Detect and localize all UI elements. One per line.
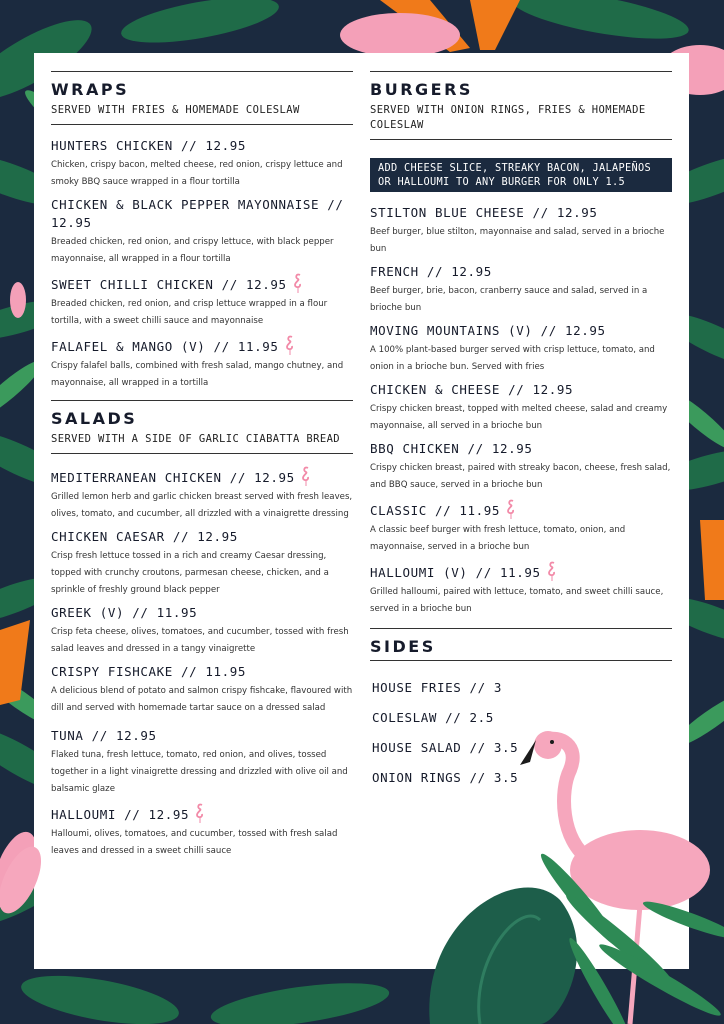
menu-item [51,335,353,392]
menu-item [51,466,353,523]
item-description: Grilled lemon herb and garlic chicken breast served with fresh leaves, olives, tomato, and cucumber, all drizzled with a vinaigrette dressing [51,492,353,519]
divider [51,124,353,125]
side-item: HOUSE SALAD // 3.5 [372,740,519,755]
flamingo-icon [545,561,559,581]
item-name: STILTON BLUE CHEESE // 12.95 [370,205,598,220]
flamingo-icon [504,499,518,519]
item-name: MOVING MOUNTAINS (V) // 12.95 [370,323,606,338]
menu-item [51,196,353,268]
item-name: HALLOUMI // 12.95 [51,807,190,822]
right-column [370,71,672,793]
left-column [51,71,353,860]
item-description: A delicious blend of potato and salmon crispy fishcake, flavoured with dill and served with homemade tartar sauce on a dressed salad [51,686,353,713]
item-name: SWEET CHILLI CHICKEN // 12.95 [51,277,287,292]
item-name-row [370,499,672,520]
item-name: MEDITERRANEAN CHICKEN // 12.95 [51,470,295,485]
menu-item [51,663,353,717]
salads-title: SALADS [51,409,138,428]
item-name: FRENCH // 12.95 [370,264,492,279]
divider [370,71,672,72]
side-item: HOUSE FRIES // 3 [372,680,503,695]
item-name: CHICKEN & BLACK PEPPER MAYONNAISE // 12.95 [51,197,344,230]
item-name-row [51,335,353,356]
item-name: CRISPY FISHCAKE // 11.95 [51,664,247,679]
item-name: GREEK (V) // 11.95 [51,605,198,620]
item-name: TUNA // 12.95 [51,728,157,743]
item-description: Breaded chicken, red onion, and crisp lettuce wrapped in a flour tortilla, with a sweet chilli sauce and mayonnaise [51,299,328,326]
item-name: FALAFEL & MANGO (V) // 11.95 [51,339,279,354]
menu-card [34,53,689,969]
sides-title: SIDES [370,637,436,656]
menu-item [370,204,672,258]
divider [51,400,353,401]
divider [51,71,353,72]
menu-item [51,273,353,330]
item-name: BBQ CHICKEN // 12.95 [370,441,533,456]
divider [370,660,672,661]
item-name-row [370,561,672,582]
menu-item [51,528,353,599]
menu-item [370,381,672,435]
menu-item [370,561,672,618]
item-name: CHICKEN CAESAR // 12.95 [51,529,238,544]
divider [370,628,672,629]
item-description: Beef burger, blue stilton, mayonnaise and salad, served in a brioche bun [370,227,665,254]
menu-item [51,803,353,860]
item-name-row [51,273,353,294]
item-description: Chicken, crispy bacon, melted cheese, red onion, crispy lettuce and smoky BBQ sauce wrapped in a flour tortilla [51,160,343,187]
salads-subtitle: SERVED WITH A SIDE OF GARLIC CIABATTA BREAD [51,433,341,445]
item-name: CHICKEN & CHEESE // 12.95 [370,382,574,397]
item-name-row [51,466,353,487]
menu-item [370,263,672,317]
menu-item [370,440,672,494]
flamingo-icon [299,466,313,486]
item-description: Crisp fresh lettuce tossed in a rich and creamy Caesar dressing, topped with crunchy croutons, parmesan cheese, chicken, and a sprinkle of freshly ground black pepper [51,551,329,595]
item-description: Flaked tuna, fresh lettuce, tomato, red onion, and olives, tossed together in a light vinaigrette dressing and drizzled with olive oil and balsamic glaze [51,750,348,794]
item-name: CLASSIC // 11.95 [370,503,501,518]
burgers-subtitle: SERVED WITH ONION RINGS, FRIES & HOMEMADE COLESLAW [370,104,646,131]
menu-item [51,604,353,658]
menu-item [51,137,353,191]
burgers-title: BURGERS [370,80,473,99]
flamingo-icon [291,273,305,293]
burger-addon-banner: ADD CHEESE SLICE, STREAKY BACON, JALAPEÑOS OR HALLOUMI TO ANY BURGER FOR ONLY 1.5 [370,158,672,192]
wraps-subtitle: SERVED WITH FRIES & HOMEMADE COLESLAW [51,104,300,116]
item-description: A 100% plant-based burger served with crisp lettuce, tomato, and onion in a brioche bun. Served with fries [370,345,655,372]
flamingo-icon [283,335,297,355]
flamingo-icon [193,803,207,823]
divider [51,453,353,454]
item-name-row [51,803,353,824]
item-description: Breaded chicken, red onion, and crispy lettuce, with black pepper mayonnaise, all wrapped in a flour tortilla [51,237,334,264]
divider [370,139,672,140]
menu-item [51,727,353,798]
item-name: HALLOUMI (V) // 11.95 [370,565,541,580]
item-description: Crispy chicken breast, paired with streaky bacon, cheese, fresh salad, and BBQ sauce, served in a brioche bun [370,463,671,490]
item-description: Crisp feta cheese, olives, tomatoes, and cucumber, tossed with fresh salad leaves and dressed in a tangy vinaigrette [51,627,349,654]
item-description: Crispy falafel balls, combined with fresh salad, mango chutney, and mayonnaise, all wrapped in a tortilla [51,361,344,388]
item-description: Grilled halloumi, paired with lettuce, tomato, and sweet chilli sauce, served in a brioche bun [370,587,664,614]
item-description: A classic beef burger with fresh lettuce, tomato, onion, and mayonnaise, served in a brioche bun [370,525,626,552]
wraps-title: WRAPS [51,80,130,99]
item-description: Beef burger, brie, bacon, cranberry sauce and salad, served in a brioche bun [370,286,648,313]
item-name: HUNTERS CHICKEN // 12.95 [51,138,247,153]
item-description: Halloumi, olives, tomatoes, and cucumber, tossed with fresh salad leaves and dressed in a sweet chilli sauce [51,829,338,856]
item-description: Crispy chicken breast, topped with melted cheese, salad and creamy mayonnaise, all served in a brioche bun [370,404,668,431]
side-item: ONION RINGS // 3.5 [372,770,519,785]
side-item: COLESLAW // 2.5 [372,710,494,725]
menu-item [370,322,672,376]
menu-item [370,499,672,556]
